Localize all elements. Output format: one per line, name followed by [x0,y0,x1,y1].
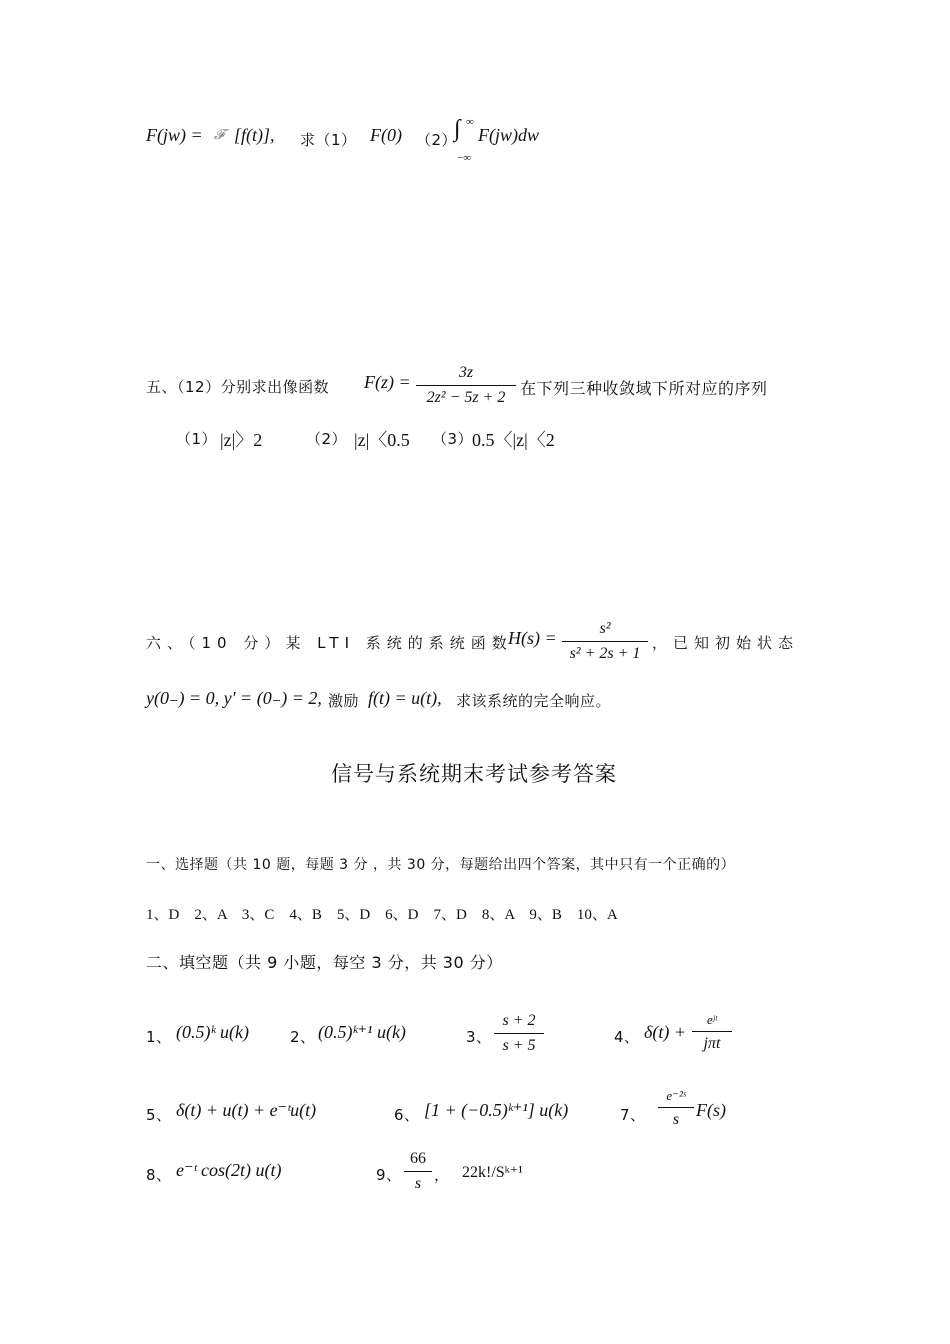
answer-7-numerator: e⁻²ˢ [666,1088,686,1103]
q4-F-jw: F(jw) = [146,125,203,145]
q6-denominator: s² + 2s + 1 [569,645,641,662]
q6-excite-math: f(t) = u(t), [368,688,442,708]
answer-4-numerator: eʲᵗ [706,1012,718,1027]
answer-7-post: F(s) [696,1100,726,1120]
answer-3-fraction [494,1012,544,1055]
q4-integrand: F(jw)dw [478,125,539,145]
answer-6-label: 6、 [394,1106,420,1124]
q4-ask: 求（1） [300,131,357,149]
answer-8-label: 8、 [146,1166,172,1184]
q5-suffix: 在下列三种收敛域下所对应的序列 [520,379,768,398]
fraction-bar [416,385,516,386]
answer-4-label: 4、 [614,1028,640,1046]
fraction-bar [658,1107,694,1108]
q6-excite-label: 激励 [328,692,360,710]
answer-3-label: 3、 [466,1028,492,1046]
q6-initial-conditions: y(0₋) = 0, y′ = (0₋) = 2, [146,688,322,708]
q5-prefix: 五、（12）分别求出像函数 [146,378,330,396]
q5-c2-label: （2） [306,430,348,448]
answer-6: [1 + (−0.5)ᵏ⁺¹] u(k) [424,1100,569,1120]
q5-numerator: 3z [458,364,474,381]
answer-9-numerator: 66 [410,1150,426,1167]
answer-7-label: 7、 [620,1106,646,1124]
answer-1-label: 1、 [146,1028,172,1046]
answer-5-label: 5、 [146,1106,172,1124]
q6-fraction [562,620,648,663]
answer-2: (0.5)ᵏ⁺¹ u(k) [318,1022,406,1042]
answer-4-denominator: jπt [703,1035,721,1052]
integral-sign: ∫ [454,116,461,142]
answer-5: δ(t) + u(t) + e⁻ᵗu(t) [176,1100,317,1120]
integral-upper: ∞ [466,116,474,128]
q6-ask: 求该系统的完全响应。 [456,692,612,710]
q6-numerator: s² [599,620,611,637]
fraction-bar [692,1031,732,1032]
answer-4-prefix: δ(t) + [644,1022,687,1042]
section-1-answers: 1、D 2、A 3、C 4、B 5、D 6、D 7、D 8、A 9、B 10、A [146,907,618,923]
fraction-bar [562,641,648,642]
q6-suffix: ，已知初始状态 [652,634,800,652]
q5-c1-label: （1） [176,430,218,448]
answer-2-label: 2、 [290,1028,316,1046]
answer-9-separator: ， [434,1166,450,1184]
q6-prefix: 六、（10 分）某 LTI 系统的系统函数 [146,634,513,652]
q5-c1: |z|〉2 [220,430,263,450]
q5-c3-label: （3） [432,430,474,448]
answer-8: e⁻ᵗ cos(2t) u(t) [176,1160,282,1180]
fraction-bar [404,1171,432,1172]
answer-9-fraction [404,1150,432,1193]
answer-7-fraction [658,1088,694,1129]
answers-title: 信号与系统期末考试参考答案 [331,762,617,786]
answer-4-fraction [692,1012,732,1053]
q5-c3: 0.5〈|z|〈2 [472,430,555,450]
q4-F0: F(0) [370,125,402,145]
answer-7-denominator: s [672,1111,680,1128]
answer-1: (0.5)ᵏ u(k) [176,1022,250,1042]
q5-fraction [416,364,516,407]
section-2-heading: 二、填空题（共 9 小题，每空 3 分，共 30 分） [146,953,503,972]
answer-3-numerator: s + 2 [502,1012,536,1029]
answer-9-denominator: s [414,1175,422,1192]
q4-script-F: 𝓕 [214,128,225,143]
q5-F-z: F(z) = [364,372,411,392]
answer-3-denominator: s + 5 [502,1037,536,1054]
integral-lower: −∞ [457,152,472,164]
q4-part2: （2） [416,131,458,149]
q5-denominator: 2z² − 5z + 2 [426,389,506,406]
fraction-bar [494,1033,544,1034]
q6-H-s: H(s) = [508,628,557,648]
q5-c2: |z|〈0.5 [354,430,410,450]
q4-bracket: [f(t)], [234,125,275,145]
answer-9-label: 9、 [376,1166,402,1184]
section-1-heading: 一、选择题（共 10 题，每题 3 分 ，共 30 分，每题给出四个答案，其中只有一个正确的） [146,857,736,873]
answer-9-extra: 22k!/Sᵏ⁺¹ [462,1164,523,1181]
